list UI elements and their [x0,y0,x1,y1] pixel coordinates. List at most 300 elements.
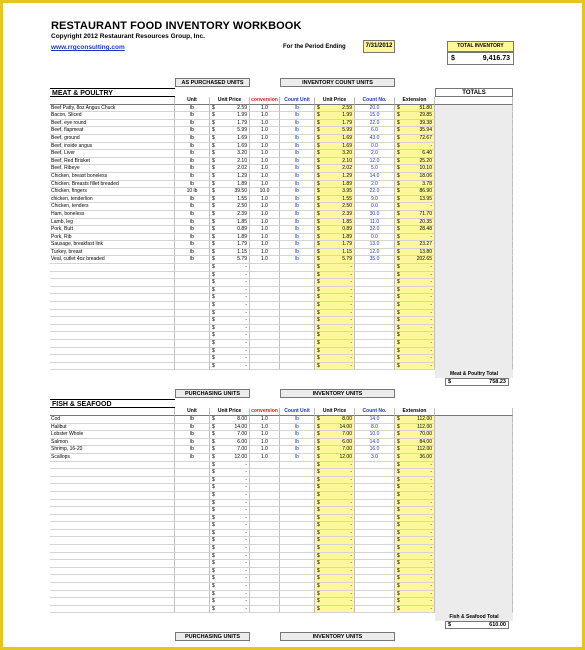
count-unit-cell[interactable]: lb [280,446,315,454]
count-number-cell[interactable]: 30.0 [355,211,395,219]
unit-price-cell[interactable] [210,591,250,599]
extension-cell[interactable] [395,211,435,219]
item-name-cell[interactable] [50,340,175,348]
count-price-cell[interactable] [315,302,355,310]
count-price-cell[interactable] [315,219,355,227]
unit-cell[interactable] [175,530,210,538]
conversion-cell[interactable] [250,537,280,545]
conversion-cell[interactable] [250,302,280,310]
count-price-cell[interactable] [315,234,355,242]
count-price-cell[interactable] [315,575,355,583]
extension-cell[interactable] [395,173,435,181]
conversion-cell[interactable]: 1.0 [250,226,280,234]
count-number-cell[interactable]: 3.0 [355,454,395,462]
item-name-cell[interactable] [50,606,175,614]
item-name-cell[interactable] [50,477,175,485]
unit-price-cell[interactable] [210,507,250,515]
count-number-cell[interactable] [355,462,395,470]
count-unit-cell[interactable] [280,340,315,348]
count-price-cell[interactable] [315,287,355,295]
item-name-cell[interactable]: Lobster Whole [50,431,175,439]
count-number-cell[interactable] [355,355,395,363]
count-number-cell[interactable] [355,537,395,545]
conversion-cell[interactable] [250,310,280,318]
unit-price-cell[interactable] [210,165,250,173]
count-number-cell[interactable]: 9.0 [355,196,395,204]
count-price-cell[interactable] [315,515,355,523]
extension-cell[interactable] [395,553,435,561]
extension-cell[interactable] [395,135,435,143]
conversion-cell[interactable] [250,363,280,371]
conversion-cell[interactable]: 1.0 [250,424,280,432]
unit-price-cell[interactable] [210,484,250,492]
conversion-cell[interactable] [250,545,280,553]
unit-cell[interactable]: lb [175,226,210,234]
conversion-cell[interactable] [250,462,280,470]
count-number-cell[interactable]: 14.0 [355,439,395,447]
unit-cell[interactable]: lb [175,165,210,173]
conversion-cell[interactable] [250,348,280,356]
count-price-cell[interactable] [315,348,355,356]
conversion-cell[interactable]: 1.0 [250,196,280,204]
count-price-cell[interactable] [315,537,355,545]
count-price-cell[interactable] [315,355,355,363]
count-price-cell[interactable] [315,127,355,135]
count-unit-cell[interactable] [280,515,315,523]
count-unit-cell[interactable]: lb [280,454,315,462]
item-name-cell[interactable]: Chicken, breast boneless [50,173,175,181]
conversion-cell[interactable] [250,484,280,492]
count-number-cell[interactable] [355,348,395,356]
count-unit-cell[interactable]: lb [280,150,315,158]
item-name-cell[interactable]: Beef, Ribeye [50,165,175,173]
unit-price-cell[interactable] [210,355,250,363]
extension-cell[interactable] [395,256,435,264]
conversion-cell[interactable]: 1.0 [250,135,280,143]
extension-cell[interactable] [395,188,435,196]
conversion-cell[interactable] [250,317,280,325]
count-price-cell[interactable] [315,598,355,606]
item-name-cell[interactable]: Bacon, Sliced [50,112,175,120]
count-unit-cell[interactable]: lb [280,226,315,234]
extension-cell[interactable] [395,477,435,485]
extension-cell[interactable] [395,484,435,492]
count-number-cell[interactable] [355,477,395,485]
count-price-cell[interactable] [315,340,355,348]
count-unit-cell[interactable] [280,591,315,599]
count-price-cell[interactable] [315,560,355,568]
unit-cell[interactable]: lb [175,439,210,447]
unit-cell[interactable] [175,560,210,568]
conversion-cell[interactable]: 1.0 [250,120,280,128]
extension-cell[interactable] [395,560,435,568]
extension-cell[interactable] [395,446,435,454]
unit-price-cell[interactable] [210,173,250,181]
count-number-cell[interactable]: 0.0 [355,203,395,211]
count-unit-cell[interactable] [280,325,315,333]
unit-price-cell[interactable] [210,522,250,530]
unit-cell[interactable] [175,492,210,500]
unit-cell[interactable]: lb [175,249,210,257]
count-unit-cell[interactable]: lb [280,135,315,143]
conversion-cell[interactable] [250,530,280,538]
count-unit-cell[interactable]: lb [280,188,315,196]
item-name-cell[interactable] [50,294,175,302]
unit-cell[interactable]: lb [175,181,210,189]
item-name-cell[interactable] [50,279,175,287]
count-number-cell[interactable] [355,598,395,606]
unit-cell[interactable] [175,598,210,606]
unit-price-cell[interactable] [210,105,250,113]
count-number-cell[interactable] [355,568,395,576]
unit-cell[interactable]: lb [175,150,210,158]
item-name-cell[interactable] [50,310,175,318]
extension-cell[interactable] [395,165,435,173]
count-price-cell[interactable] [315,181,355,189]
extension-cell[interactable] [395,575,435,583]
count-price-cell[interactable] [315,507,355,515]
conversion-cell[interactable]: 1.0 [250,249,280,257]
unit-cell[interactable] [175,522,210,530]
unit-price-cell[interactable] [210,310,250,318]
count-unit-cell[interactable]: lb [280,165,315,173]
unit-price-cell[interactable] [210,143,250,151]
count-price-cell[interactable] [315,120,355,128]
item-name-cell[interactable]: Scallops [50,454,175,462]
conversion-cell[interactable] [250,575,280,583]
unit-price-cell[interactable] [210,431,250,439]
extension-cell[interactable] [395,181,435,189]
unit-cell[interactable]: lb [175,416,210,424]
unit-cell[interactable] [175,591,210,599]
extension-cell[interactable] [395,332,435,340]
conversion-cell[interactable]: 1.0 [250,219,280,227]
count-price-cell[interactable] [315,469,355,477]
item-name-cell[interactable]: Beef, Liver [50,150,175,158]
item-name-cell[interactable] [50,522,175,530]
extension-cell[interactable] [395,272,435,280]
unit-cell[interactable] [175,484,210,492]
period-date-input[interactable]: 7/31/2012 [363,40,395,53]
item-name-cell[interactable] [50,560,175,568]
extension-cell[interactable] [395,226,435,234]
conversion-cell[interactable]: 1.0 [250,181,280,189]
extension-cell[interactable] [395,424,435,432]
unit-cell[interactable] [175,462,210,470]
item-name-cell[interactable]: Beef Patty, 8oz Angus Chuck [50,105,175,113]
item-name-cell[interactable] [50,332,175,340]
unit-cell[interactable] [175,348,210,356]
unit-price-cell[interactable] [210,469,250,477]
count-number-cell[interactable]: 35.0 [355,256,395,264]
count-number-cell[interactable] [355,500,395,508]
unit-cell[interactable] [175,302,210,310]
extension-cell[interactable] [395,241,435,249]
conversion-cell[interactable]: 1.0 [250,165,280,173]
count-price-cell[interactable] [315,294,355,302]
unit-price-cell[interactable] [210,598,250,606]
item-name-cell[interactable]: Ham, boneless [50,211,175,219]
count-number-cell[interactable] [355,545,395,553]
unit-cell[interactable]: lb [175,105,210,113]
conversion-cell[interactable] [250,279,280,287]
unit-price-cell[interactable] [210,120,250,128]
count-unit-cell[interactable]: lb [280,211,315,219]
conversion-cell[interactable]: 1.0 [250,446,280,454]
count-price-cell[interactable] [315,583,355,591]
conversion-cell[interactable]: 1.0 [250,241,280,249]
unit-cell[interactable] [175,355,210,363]
conversion-cell[interactable] [250,515,280,523]
item-name-cell[interactable] [50,598,175,606]
count-unit-cell[interactable]: lb [280,241,315,249]
unit-price-cell[interactable] [210,462,250,470]
count-price-cell[interactable] [315,522,355,530]
conversion-cell[interactable]: 10.0 [250,188,280,196]
count-price-cell[interactable] [315,173,355,181]
conversion-cell[interactable]: 1.0 [250,431,280,439]
extension-cell[interactable] [395,515,435,523]
unit-price-cell[interactable] [210,530,250,538]
unit-cell[interactable] [175,340,210,348]
conversion-cell[interactable] [250,355,280,363]
item-name-cell[interactable]: Beef, flapmeat [50,127,175,135]
count-number-cell[interactable]: 10.0 [355,431,395,439]
item-name-cell[interactable] [50,264,175,272]
count-unit-cell[interactable] [280,553,315,561]
extension-cell[interactable] [395,340,435,348]
item-name-cell[interactable]: Beef, Red Brisket [50,158,175,166]
item-name-cell[interactable] [50,355,175,363]
count-number-cell[interactable] [355,522,395,530]
unit-price-cell[interactable] [210,332,250,340]
unit-cell[interactable]: lb [175,173,210,181]
count-number-cell[interactable] [355,560,395,568]
item-name-cell[interactable] [50,363,175,371]
count-number-cell[interactable] [355,325,395,333]
count-price-cell[interactable] [315,363,355,371]
count-number-cell[interactable]: 12.0 [355,158,395,166]
count-number-cell[interactable] [355,317,395,325]
item-name-cell[interactable]: Pork, Rib [50,234,175,242]
item-name-cell[interactable]: Chicken, fingers [50,188,175,196]
count-number-cell[interactable] [355,272,395,280]
unit-cell[interactable] [175,500,210,508]
unit-price-cell[interactable] [210,553,250,561]
item-name-cell[interactable] [50,530,175,538]
count-number-cell[interactable]: 12.0 [355,249,395,257]
unit-price-cell[interactable] [210,325,250,333]
conversion-cell[interactable] [250,469,280,477]
count-unit-cell[interactable] [280,264,315,272]
conversion-cell[interactable]: 1.0 [250,203,280,211]
count-number-cell[interactable]: 14.0 [355,416,395,424]
count-price-cell[interactable] [315,249,355,257]
unit-cell[interactable] [175,272,210,280]
count-unit-cell[interactable]: lb [280,112,315,120]
extension-cell[interactable] [395,287,435,295]
conversion-cell[interactable] [250,332,280,340]
conversion-cell[interactable]: 1.0 [250,173,280,181]
extension-cell[interactable] [395,537,435,545]
item-name-cell[interactable] [50,287,175,295]
extension-cell[interactable] [395,249,435,257]
unit-cell[interactable] [175,568,210,576]
extension-cell[interactable] [395,294,435,302]
item-name-cell[interactable] [50,484,175,492]
count-number-cell[interactable] [355,294,395,302]
count-price-cell[interactable] [315,188,355,196]
unit-price-cell[interactable] [210,363,250,371]
conversion-cell[interactable] [250,560,280,568]
count-number-cell[interactable] [355,302,395,310]
extension-cell[interactable] [395,545,435,553]
unit-price-cell[interactable] [210,188,250,196]
unit-price-cell[interactable] [210,560,250,568]
count-number-cell[interactable] [355,515,395,523]
conversion-cell[interactable] [250,477,280,485]
item-name-cell[interactable]: Lamb, leg [50,219,175,227]
count-price-cell[interactable] [315,530,355,538]
count-unit-cell[interactable] [280,477,315,485]
conversion-cell[interactable]: 1.0 [250,211,280,219]
count-number-cell[interactable] [355,279,395,287]
count-price-cell[interactable] [315,317,355,325]
unit-cell[interactable] [175,363,210,371]
count-price-cell[interactable] [315,150,355,158]
unit-price-cell[interactable] [210,211,250,219]
count-unit-cell[interactable] [280,287,315,295]
count-number-cell[interactable] [355,363,395,371]
count-unit-cell[interactable] [280,310,315,318]
unit-cell[interactable]: lb [175,196,210,204]
count-unit-cell[interactable]: lb [280,173,315,181]
unit-cell[interactable] [175,537,210,545]
count-unit-cell[interactable] [280,492,315,500]
item-name-cell[interactable] [50,553,175,561]
count-unit-cell[interactable] [280,530,315,538]
extension-cell[interactable] [395,120,435,128]
extension-cell[interactable] [395,591,435,599]
unit-price-cell[interactable] [210,279,250,287]
unit-price-cell[interactable] [210,583,250,591]
item-name-cell[interactable]: Pork, Butt [50,226,175,234]
count-number-cell[interactable]: 20.0 [355,105,395,113]
unit-cell[interactable] [175,317,210,325]
unit-cell[interactable] [175,507,210,515]
count-unit-cell[interactable] [280,522,315,530]
extension-cell[interactable] [395,500,435,508]
unit-price-cell[interactable] [210,575,250,583]
unit-cell[interactable] [175,515,210,523]
count-price-cell[interactable] [315,279,355,287]
count-price-cell[interactable] [315,553,355,561]
count-unit-cell[interactable]: lb [280,181,315,189]
count-price-cell[interactable] [315,446,355,454]
conversion-cell[interactable]: 1.0 [250,127,280,135]
extension-cell[interactable] [395,469,435,477]
count-price-cell[interactable] [315,325,355,333]
unit-cell[interactable]: lb [175,211,210,219]
count-unit-cell[interactable]: lb [280,249,315,257]
unit-price-cell[interactable] [210,492,250,500]
extension-cell[interactable] [395,363,435,371]
conversion-cell[interactable] [250,553,280,561]
unit-cell[interactable] [175,477,210,485]
item-name-cell[interactable]: Halibut [50,424,175,432]
unit-price-cell[interactable] [210,219,250,227]
item-name-cell[interactable] [50,591,175,599]
count-price-cell[interactable] [315,105,355,113]
conversion-cell[interactable]: 1.0 [250,112,280,120]
conversion-cell[interactable] [250,568,280,576]
unit-cell[interactable]: lb [175,135,210,143]
unit-cell[interactable]: lb [175,127,210,135]
unit-price-cell[interactable] [210,302,250,310]
count-unit-cell[interactable]: lb [280,439,315,447]
extension-cell[interactable] [395,264,435,272]
unit-price-cell[interactable] [210,416,250,424]
count-price-cell[interactable] [315,416,355,424]
item-name-cell[interactable]: Veal, cutlet 4oz breaded [50,256,175,264]
count-unit-cell[interactable] [280,272,315,280]
count-number-cell[interactable] [355,340,395,348]
count-unit-cell[interactable] [280,606,315,614]
count-price-cell[interactable] [315,272,355,280]
unit-price-cell[interactable] [210,127,250,135]
count-unit-cell[interactable]: lb [280,196,315,204]
count-price-cell[interactable] [315,310,355,318]
extension-cell[interactable] [395,219,435,227]
count-number-cell[interactable]: 0.0 [355,234,395,242]
unit-price-cell[interactable] [210,135,250,143]
extension-cell[interactable] [395,310,435,318]
count-unit-cell[interactable] [280,583,315,591]
unit-price-cell[interactable] [210,317,250,325]
unit-cell[interactable]: lb [175,431,210,439]
unit-price-cell[interactable] [210,196,250,204]
item-name-cell[interactable] [50,500,175,508]
count-price-cell[interactable] [315,454,355,462]
extension-cell[interactable] [395,492,435,500]
item-name-cell[interactable] [50,492,175,500]
item-name-cell[interactable] [50,469,175,477]
conversion-cell[interactable]: 1.0 [250,150,280,158]
unit-price-cell[interactable] [210,287,250,295]
count-price-cell[interactable] [315,545,355,553]
item-name-cell[interactable] [50,272,175,280]
unit-cell[interactable]: lb [175,203,210,211]
count-price-cell[interactable] [315,264,355,272]
unit-cell[interactable] [175,553,210,561]
count-unit-cell[interactable]: lb [280,234,315,242]
count-number-cell[interactable]: 8.0 [355,424,395,432]
unit-price-cell[interactable] [210,226,250,234]
count-unit-cell[interactable]: lb [280,219,315,227]
count-unit-cell[interactable] [280,545,315,553]
unit-price-cell[interactable] [210,272,250,280]
item-name-cell[interactable]: Salmon [50,439,175,447]
item-name-cell[interactable] [50,515,175,523]
extension-cell[interactable] [395,355,435,363]
count-unit-cell[interactable] [280,598,315,606]
count-unit-cell[interactable] [280,348,315,356]
extension-cell[interactable] [395,507,435,515]
extension-cell[interactable] [395,112,435,120]
unit-cell[interactable] [175,279,210,287]
count-unit-cell[interactable] [280,294,315,302]
unit-cell[interactable]: lb [175,143,210,151]
